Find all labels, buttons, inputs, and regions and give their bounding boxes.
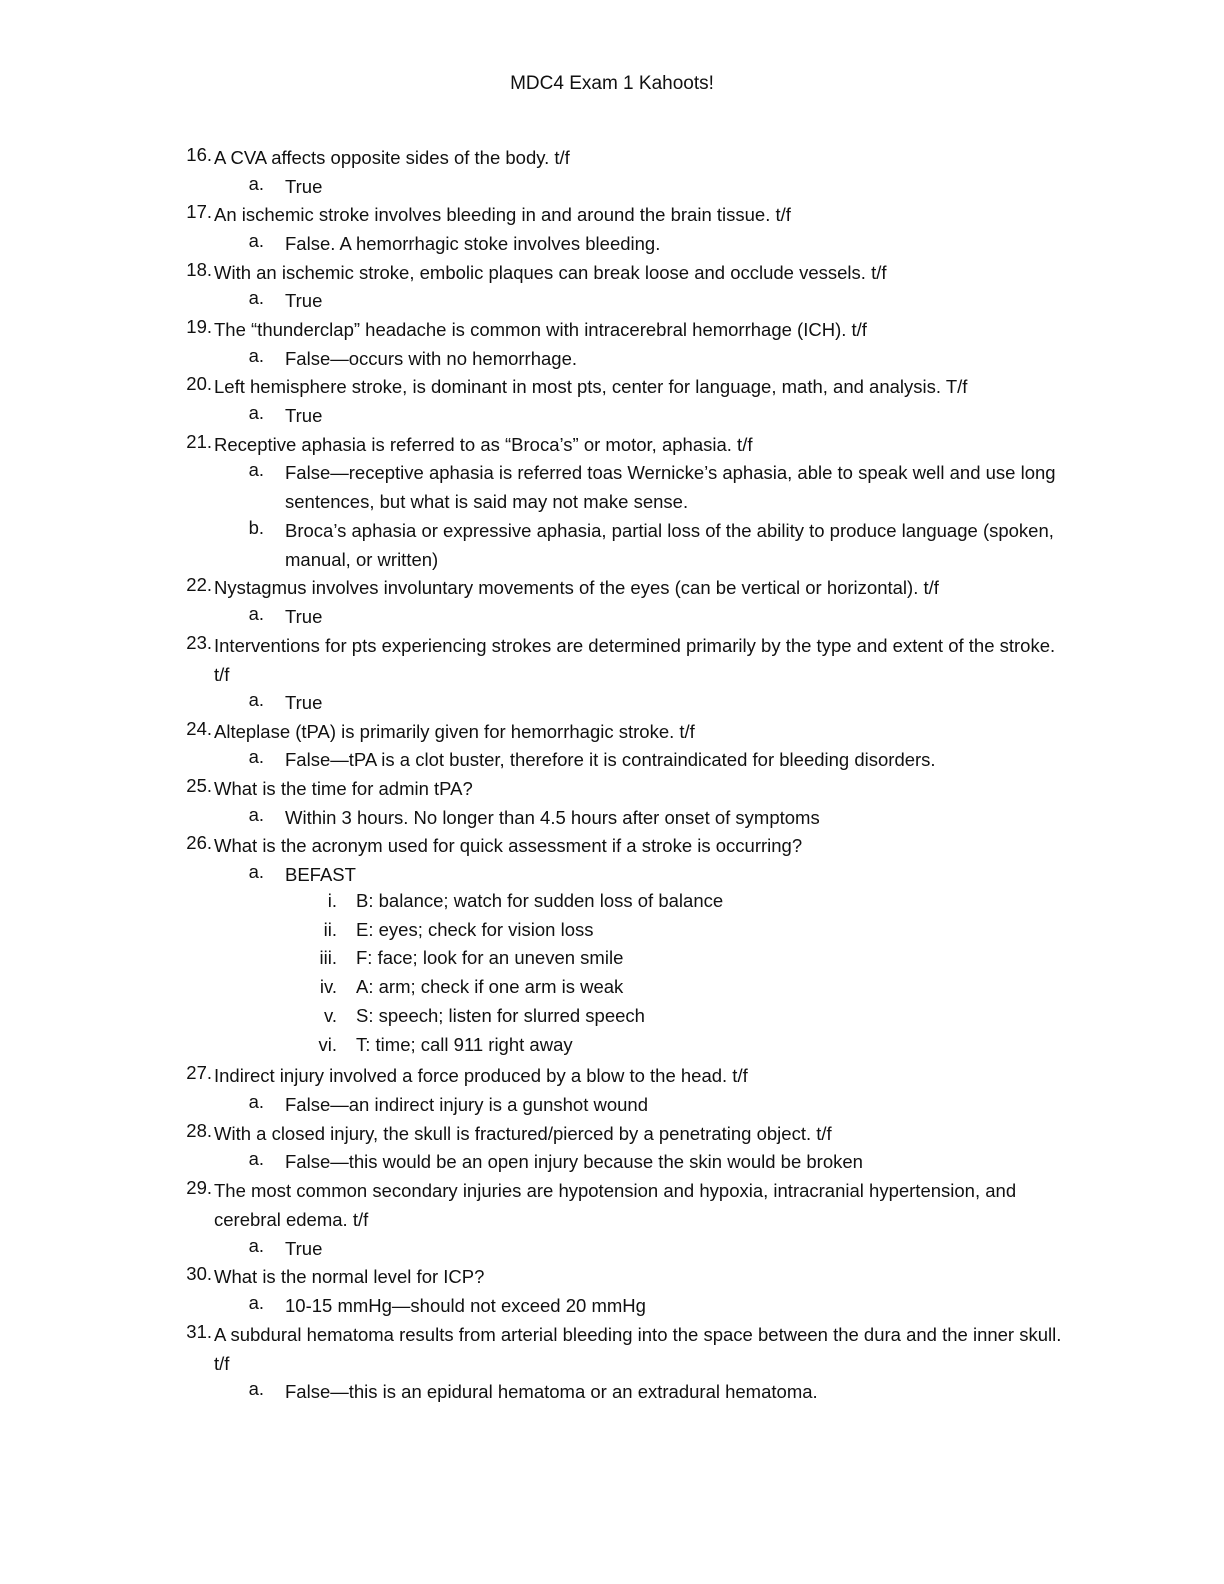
sub-item-label: vi. <box>318 1034 337 1055</box>
question-number: 24. <box>186 718 212 739</box>
question-number: 26. <box>186 832 212 853</box>
question-number: 23. <box>186 632 212 653</box>
question-text: Alteplase (tPA) is primarily given for hemorrhagic stroke. t/f <box>214 721 695 742</box>
answer-label: a. <box>248 173 264 194</box>
answer-text: False—tPA is a clot buster, therefore it is contraindicated for bleeding disorders. <box>285 749 936 770</box>
sub-item-label: ii. <box>323 919 337 940</box>
question-text: An ischemic stroke involves bleeding in and around the brain tissue. t/f <box>214 204 791 225</box>
answer-text: False—this is an epidural hematoma or an extradural hematoma. <box>285 1381 818 1402</box>
question-number: 25. <box>186 775 212 796</box>
answer-label: a. <box>248 861 264 882</box>
answer-label: a. <box>248 1235 264 1256</box>
answer-label: a. <box>248 804 264 825</box>
sub-item-label: iv. <box>319 976 337 997</box>
question-text: With an ischemic stroke, embolic plaques can break loose and occlude vessels. t/f <box>214 262 887 283</box>
sub-item-text: B: balance; watch for sudden loss of balance <box>356 890 724 911</box>
sub-item-text: T: time; call 911 right away <box>356 1034 573 1055</box>
question-number: 19. <box>186 316 212 337</box>
answer-text: True <box>285 290 323 311</box>
question-number: 18. <box>186 259 212 280</box>
answer-text: True <box>285 176 323 197</box>
answer-label: a. <box>248 345 264 366</box>
answer-text: True <box>285 692 323 713</box>
question-text: A CVA affects opposite sides of the body. t/f <box>214 147 570 168</box>
answer-text: Broca’s aphasia or expressive aphasia, partial loss of the ability to produce language (spoken, manual, or written) <box>285 520 1054 570</box>
question-number: 30. <box>186 1263 212 1284</box>
answer-text: True <box>285 1238 323 1259</box>
question-text: A subdural hematoma results from arterial bleeding into the space between the dura and the inner skull. t/f <box>214 1324 1062 1374</box>
question-text: Nystagmus involves involuntary movements of the eyes (can be vertical or horizontal). t/f <box>214 577 939 598</box>
sub-item-label: i. <box>327 890 337 911</box>
answer-label: a. <box>248 1292 264 1313</box>
answer-label: b. <box>248 517 264 538</box>
answer-label: a. <box>248 746 264 767</box>
question-text: Left hemisphere stroke, is dominant in most pts, center for language, math, and analysis. T/f <box>214 376 968 397</box>
answer-label: a. <box>248 603 264 624</box>
answer-label: a. <box>248 230 264 251</box>
question-text: What is the acronym used for quick assessment if a stroke is occurring? <box>214 835 803 856</box>
question-number: 17. <box>186 201 212 222</box>
question-number: 27. <box>186 1062 212 1083</box>
question-text: With a closed injury, the skull is fractured/pierced by a penetrating object. t/f <box>214 1123 832 1144</box>
answer-text: False—this would be an open injury because the skin would be broken <box>285 1151 863 1172</box>
answer-text: False—an indirect injury is a gunshot wound <box>285 1094 648 1115</box>
sub-item-text: S: speech; listen for slurred speech <box>356 1005 645 1026</box>
answer-label: a. <box>248 402 264 423</box>
question-number: 31. <box>186 1321 212 1342</box>
document-title: MDC4 Exam 1 Kahoots! <box>510 73 714 94</box>
question-text: The most common secondary injuries are hypotension and hypoxia, intracranial hypertension, and cerebral edema. t/f <box>214 1180 1017 1230</box>
question-number: 22. <box>186 574 212 595</box>
answer-text: Within 3 hours. No longer than 4.5 hours after onset of symptoms <box>285 807 820 828</box>
answer-label: a. <box>248 287 264 308</box>
question-number: 16. <box>186 144 212 165</box>
question-number: 20. <box>186 373 212 394</box>
answer-text: BEFAST <box>285 864 356 885</box>
question-number: 21. <box>186 431 212 452</box>
answer-text: False. A hemorrhagic stoke involves bleeding. <box>285 233 661 254</box>
answer-label: a. <box>248 459 264 480</box>
answer-text: True <box>285 606 323 627</box>
answer-label: a. <box>248 1091 264 1112</box>
question-text: Interventions for pts experiencing strokes are determined primarily by the type and extent of the stroke. t/f <box>214 635 1056 685</box>
question-text: Receptive aphasia is referred to as “Broca’s” or motor, aphasia. t/f <box>214 434 753 455</box>
question-text: Indirect injury involved a force produced by a blow to the head. t/f <box>214 1065 748 1086</box>
sub-item-label: v. <box>323 1005 337 1026</box>
answer-label: a. <box>248 689 264 710</box>
answer-text: True <box>285 405 323 426</box>
answer-label: a. <box>248 1378 264 1399</box>
sub-item-text: F: face; look for an uneven smile <box>356 947 624 968</box>
answer-text: False—receptive aphasia is referred toas Wernicke’s aphasia, able to speak well and use long sentences, but what is said may not make sense. <box>285 462 1056 512</box>
answer-label: a. <box>248 1148 264 1169</box>
question-text: The “thunderclap” headache is common with intracerebral hemorrhage (ICH). t/f <box>214 319 867 340</box>
question-text: What is the normal level for ICP? <box>214 1266 485 1287</box>
sub-item-text: A: arm; check if one arm is weak <box>356 976 624 997</box>
sub-item-label: iii. <box>319 947 337 968</box>
sub-item-text: E: eyes; check for vision loss <box>356 919 594 940</box>
question-number: 28. <box>186 1120 212 1141</box>
answer-text: False—occurs with no hemorrhage. <box>285 348 578 369</box>
question-text: What is the time for admin tPA? <box>214 778 473 799</box>
question-number: 29. <box>186 1177 212 1198</box>
answer-text: 10-15 mmHg—should not exceed 20 mmHg <box>285 1295 646 1316</box>
